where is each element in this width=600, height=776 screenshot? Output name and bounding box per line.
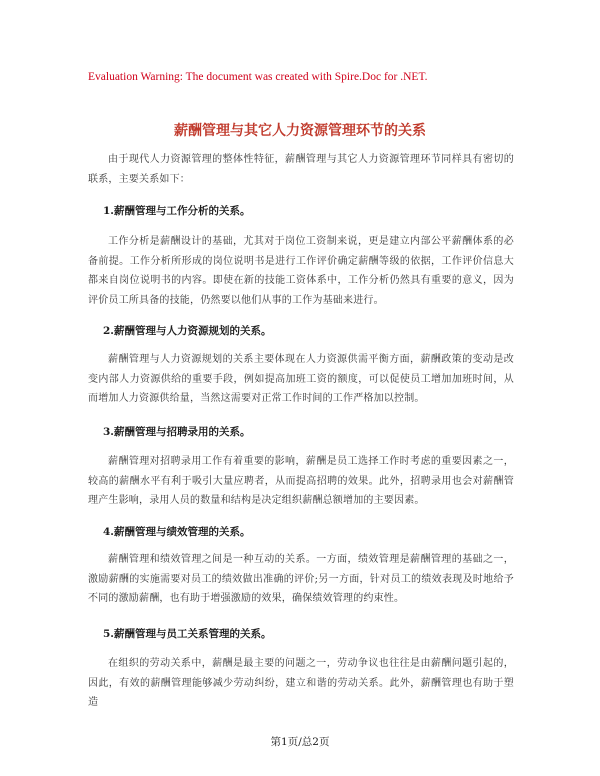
section-body-5: 在组织的劳动关系中，薪酬是最主要的问题之一，劳动争议也往往是由薪酬问题引起的，因此，有效的薪酬管理能够减少劳动纠纷，建立和谐的劳动关系。此外，薪酬管理也有助于塑造: [88, 658, 514, 708]
section-heading-2: 2.薪酬管理与人力资源规划的关系。: [103, 325, 272, 337]
section-body-2: 薪酬管理与人力资源规划的关系主要体现在人力资源供需平衡方面，薪酬政策的变动是改变内部人力资源供给的重要手段，例如提高加班工资的额度，可以促使员工增加加班时间，从而增加人力资源供给量，当然这需要对正常工作时间的工作严格加以控制。: [88, 354, 514, 404]
evaluation-warning: Evaluation Warning: The document was created with Spire.Doc for .NET.: [88, 71, 428, 83]
section-heading-5: 5.薪酬管理与员工关系管理的关系。: [103, 628, 272, 640]
section-heading-3: 3.薪酬管理与招聘录用的关系。: [103, 426, 251, 438]
section-body-4: 薪酬管理和绩效管理之间是一种互动的关系。一方面，绩效管理是薪酬管理的基础之一，激励薪酬的实施需要对员工的绩效做出准确的评价;另一方面，针对员工的绩效表现及时地给予不同的激励薪酬，也有助于增强激励的效果，确保绩效管理的约束性。: [88, 554, 514, 604]
page-number-footer: 第1页/总2页: [270, 736, 330, 748]
section-body-1: 工作分析是薪酬设计的基础，尤其对于岗位工资制来说，更是建立内部公平薪酬体系的必备前提。工作分析所形成的岗位说明书是进行工作评价确定薪酬等级的依据，工作评价信息大都来自岗位说明书的内容。即使在新的技能工资体系中，工作分析仍然具有重要的意义，因为评价员工所具备的技能，仍然要以他们从事的工作为基础来进行。: [88, 236, 514, 306]
section-heading-4: 4.薪酬管理与绩效管理的关系。: [103, 526, 251, 538]
section-heading-1: 1.薪酬管理与工作分析的关系。: [103, 205, 251, 217]
intro-paragraph: 由于现代人力资源管理的整体性特征，薪酬管理与其它人力资源管理环节同样具有密切的联系，主要关系如下：: [88, 154, 514, 185]
document-title: 薪酬管理与其它人力资源管理环节的关系: [174, 123, 426, 139]
section-body-3: 薪酬管理对招聘录用工作有着重要的影响，薪酬是员工选择工作时考虑的重要因素之一，较高的薪酬水平有利于吸引大量应聘者，从而提高招聘的效果。此外，招聘录用也会对薪酬管理产生影响，录用人员的数量和结构是决定组织薪酬总额增加的主要因素。: [88, 456, 514, 506]
